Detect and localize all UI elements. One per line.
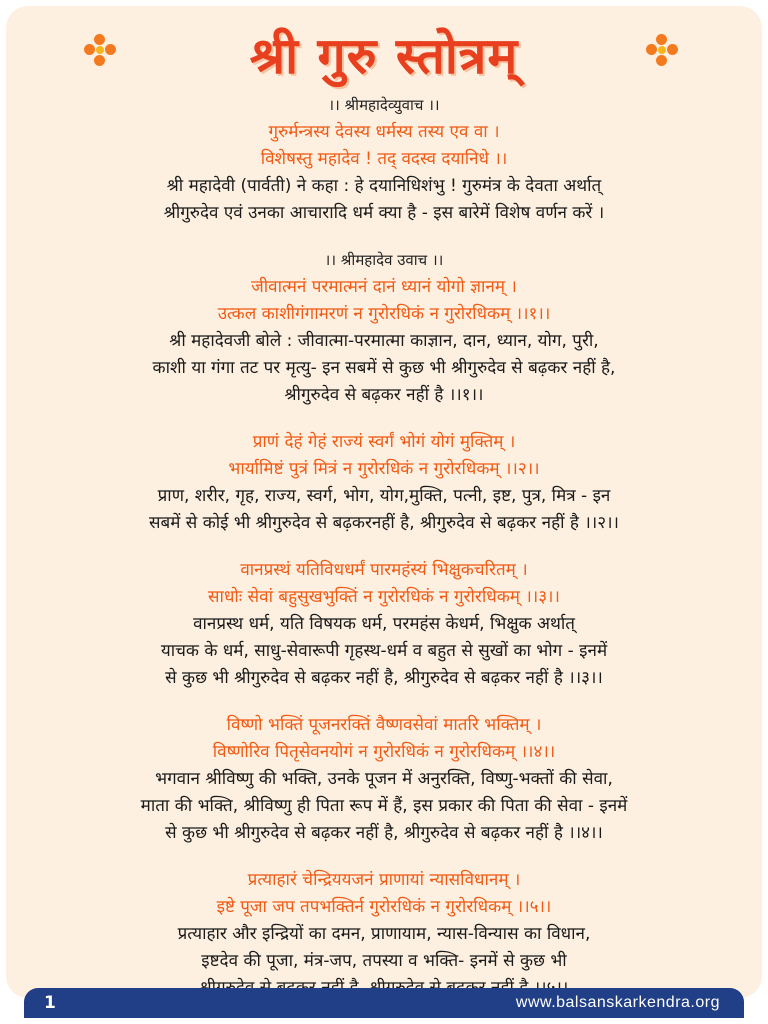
- sanskrit-line: विष्णोरिव पितृसेवनयोगं न गुरोरधिकं न गुरोरधिकम् ।।४।।: [212, 742, 556, 762]
- sanskrit-line: प्रत्याहारं चेन्द्रिययजनं प्राणायां न्यासविधानम् ।: [247, 870, 521, 890]
- verse-heading: ।। श्रीमहादेव उवाच ।।: [324, 251, 444, 269]
- verse-block: [20, 712, 748, 847]
- sanskrit-line: विशेषस्तु महादेव ! तद् वदस्व दयानिधे ।।: [260, 149, 508, 169]
- sanskrit-line: भार्यामिष्टं पुत्रं मित्रं न गुरोरधिकं न गुरोरधिकम् ।।२।।: [228, 459, 540, 479]
- meaning-line: से कुछ भी श्रीगुरुदेव से बढ़कर नहीं है, श्रीगुरुदेव से बढ़कर नहीं है ।।३।।: [165, 668, 603, 688]
- sanskrit-line: गुरुर्मन्त्रस्य देवस्य धर्मस्य तस्य एव वा ।: [268, 122, 500, 142]
- meaning-line: प्रत्याहार और इन्द्रियों का दमन, प्राणायाम, न्यास-विन्यास का विधान,: [177, 924, 591, 944]
- verse-block: [20, 92, 748, 227]
- sanskrit-line: प्राणं देहं गेहं राज्यं स्वर्गं भोगं योगं मुक्तिम् ।: [252, 432, 516, 452]
- page-title: श्री गुरु स्तोत्रम्: [249, 27, 519, 85]
- verse-block: [20, 247, 748, 409]
- page-number: 1: [44, 993, 56, 1013]
- sanskrit-line: जीवात्मनं परमात्मनं दानं ध्यानं योगो ज्ञानम् ।: [251, 277, 517, 297]
- sanskrit-line: उत्कल काशीगंगामरणं न गुरोरधिकं न गुरोरधिकम् ।।१।।: [217, 304, 551, 324]
- meaning-line: श्री महादेवजी बोले : जीवात्मा-परमात्मा काज्ञान, दान, ध्यान, योग, पुरी,: [169, 331, 599, 351]
- sanskrit-line: इष्टे पूजा जप तपभक्तिर्न गुरोरधिकं न गुरोरधिकम् ।।५।।: [216, 897, 552, 917]
- meaning-line: श्री महादेवी (पार्वती) ने कहा : हे दयानिधिशंभु ! गुरुमंत्र के देवता अर्थात्: [166, 176, 602, 196]
- meaning-line: श्रीगुरुदेव एवं उनका आचारादि धर्म क्या है - इस बारेमें विशेष वर्णन करें ।: [163, 203, 605, 223]
- verse-block: [20, 429, 748, 537]
- meaning-line: माता की भक्ति, श्रीविष्णु ही पिता रूप में हैं, इस प्रकार की पिता की सेवा - इनमें: [140, 796, 628, 816]
- sanskrit-line: विष्णो भक्तिं पूजनरक्तिं वैष्णवसेवां मातरि भक्तिम् ।: [226, 715, 542, 735]
- footer-bar: [24, 988, 744, 1018]
- meaning-line: से कुछ भी श्रीगुरुदेव से बढ़कर नहीं है, श्रीगुरुदेव से बढ़कर नहीं है ।।४।।: [165, 823, 603, 843]
- meaning-line: सबमें से कोई भी श्रीगुरुदेव से बढ़करनहीं है, श्रीगुरुदेव से बढ़कर नहीं है ।।२।।: [149, 513, 619, 533]
- stotra-content: [20, 92, 748, 1002]
- page-header: [0, 14, 768, 94]
- meaning-line: प्राण, शरीर, गृह, राज्य, स्वर्ग, भोग, योग,मुक्ति, पत्नी, इष्ट, पुत्र, मित्र - इन: [157, 486, 611, 506]
- meaning-line: वानप्रस्थ धर्म, यति विषयक धर्म, परमहंस केधर्म, भिक्षुक अर्थात्: [193, 614, 575, 634]
- sanskrit-line: वानप्रस्थं यतिविधधर्मं पारमहंस्यं भिक्षुकचरितम् ।: [240, 560, 528, 580]
- meaning-line: भगवान श्रीविष्णु की भक्ति, उनके पूजन में अनुरक्ति, विष्णु-भक्तों की सेवा,: [155, 769, 613, 789]
- meaning-line: इष्टदेव की पूजा, मंत्र-जप, तपस्या व भक्ति- इनमें से कुछ भी: [201, 951, 567, 971]
- meaning-line: श्रीगुरुदेव से बढ़कर नहीं है ।।१।।: [284, 385, 484, 405]
- sanskrit-line: साधोः सेवां बहुसुखभुक्तिं न गुरोरधिकं न गुरोरधिकम् ।।३।।: [208, 587, 560, 607]
- meaning-line: काशी या गंगा तट पर मृत्यु- इन सबमें से कुछ भी श्रीगुरुदेव से बढ़कर नहीं है,: [152, 358, 616, 378]
- meaning-line: याचक के धर्म, साधु-सेवारूपी गृहस्थ-धर्म व बहुत से सुखों का भोग - इनमें: [160, 641, 608, 661]
- verse-heading: ।। श्रीमहादेव्युवाच ।।: [328, 96, 440, 114]
- flower-ornament-icon: [648, 36, 676, 64]
- website-link[interactable]: www.balsanskarkendra.org: [515, 994, 720, 1011]
- verse-block: [20, 867, 748, 1002]
- verse-block: [20, 557, 748, 692]
